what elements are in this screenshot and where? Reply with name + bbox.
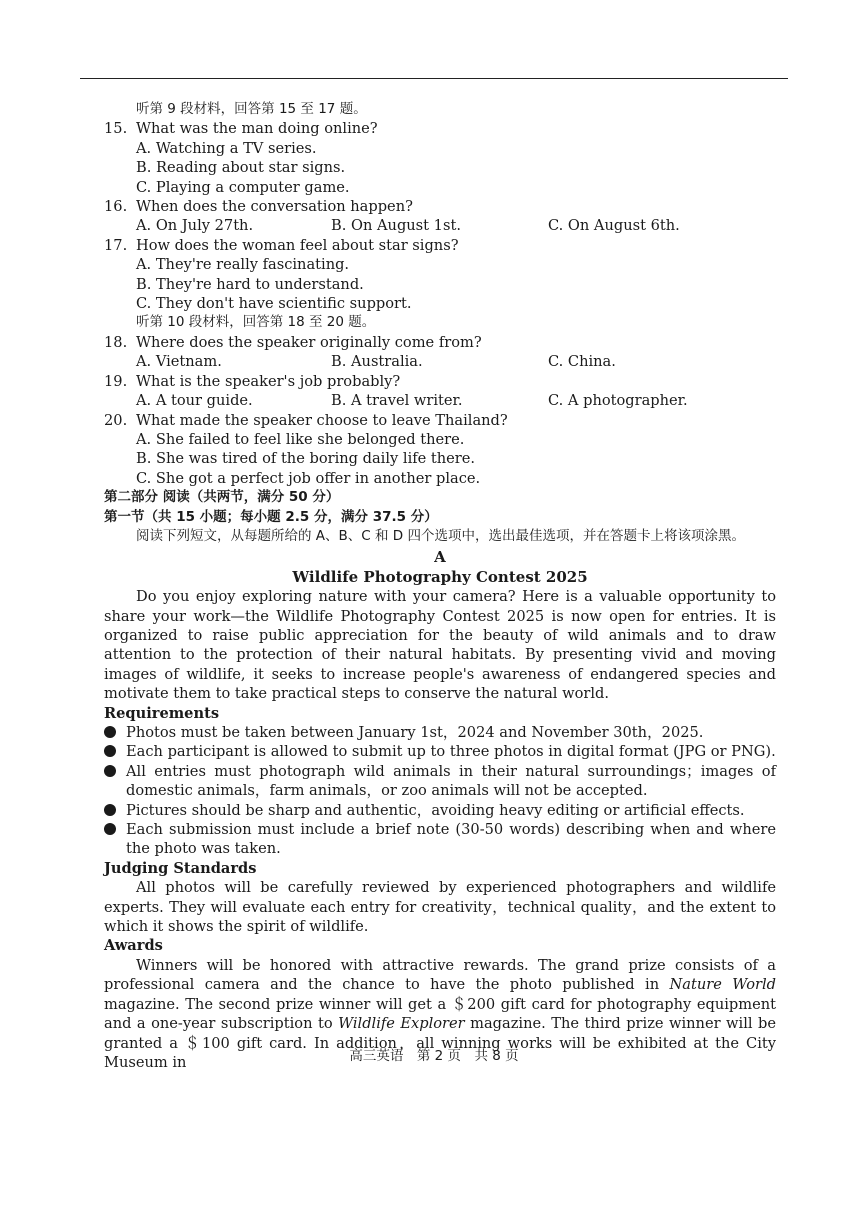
bullet-icon [104, 801, 126, 820]
answer-option: A. Watching a TV series. [136, 139, 317, 157]
passage-intro-paragraph: Do you enjoy exploring nature with your camera? Here is a valuable opportunity to share your work—the Wildlife Photography Contest 2025 is now open for entries. It is organized to raise public appreciation for the beauty of wild animals and to draw attention to the protection of their natural habitats. By presenting vivid and moving images of wildlife, it seeks to increase people's awareness of endangered species and motivate them to take practical steps to conserve the natural world. [104, 588, 776, 703]
question [104, 411, 776, 430]
requirement-item [104, 820, 776, 859]
magazine-wildlife-explorer: Wildlife Explorer [338, 1015, 465, 1033]
question-number: 17. [104, 236, 128, 254]
question-number: 19. [104, 372, 128, 390]
question-number: 20. [104, 411, 128, 429]
answer-option: B. Australia. [331, 353, 423, 371]
question-number: 18. [104, 333, 128, 351]
answer-option: B. On August 1st. [331, 217, 461, 235]
question-text: When does the conversation happen? [136, 198, 413, 216]
question [104, 119, 776, 138]
requirement-text: Photos must be taken between January 1st，2024 and November 30th，2025. [126, 724, 704, 741]
answer-option: A. They're really fascinating. [136, 256, 350, 274]
listening-intro-10: 听第 10 段材料，回答第 18 至 20 题。 [136, 314, 376, 331]
question-text: What was the man doing online? [136, 120, 378, 138]
awards-text-1: Winners will be honored with attractive rewards. The grand prize consists of a professional camera and the chance to have the photo published in [104, 956, 776, 994]
question [104, 333, 776, 352]
passage-letter: A [434, 548, 446, 567]
bullet-icon [104, 742, 126, 761]
listening-intro-9: 听第 9 段材料，回答第 15 至 17 题。 [136, 101, 367, 117]
magazine-nature-world: Nature World [669, 976, 776, 994]
section-one-title: 第一节（共 15 小题；每小题 2.5 分，满分 37.5 分） [104, 508, 438, 525]
requirement-text: Pictures should be sharp and authentic，avoiding heavy editing or artificial effects. [126, 801, 745, 819]
passage-title: Wildlife Photography Contest 2025 [292, 567, 588, 586]
answer-option: B. A travel writer. [331, 392, 463, 410]
question-number: 16. [104, 198, 128, 216]
requirement-text: Each participant is allowed to submit up to three photos in digital format (JPG or PNG). [126, 743, 776, 761]
part-two-title: 第二部分 阅读（共两节，满分 50 分） [104, 489, 340, 506]
answer-option: A. Vietnam. [136, 353, 222, 371]
page-content [104, 100, 776, 1072]
requirement-text: All entries must photograph wild animals in their natural surroundings；images of domestic animals，farm animals，or zoo animals will not be accepted. [126, 762, 776, 800]
awards-text-2: magazine. The second prize winner will get a ＄200 gift card for photography equipment and a one-year subscription to [104, 995, 776, 1033]
question-text: What made the speaker choose to leave Thailand? [136, 411, 508, 429]
requirement-item [104, 762, 776, 801]
answer-option: B. Reading about star signs. [136, 159, 346, 177]
requirement-item [104, 742, 776, 761]
answer-option: C. She got a perfect job offer in another place. [136, 469, 481, 487]
answer-option: C. On August 6th. [548, 217, 680, 235]
answer-option: B. She was tired of the boring daily life there. [136, 450, 476, 468]
bullet-icon [104, 820, 126, 859]
question [104, 236, 776, 255]
question-number: 15. [104, 120, 128, 138]
requirements-heading: Requirements [104, 704, 220, 722]
bullet-icon [104, 723, 126, 742]
answer-option: A. A tour guide. [136, 392, 253, 410]
requirements-list [104, 723, 776, 859]
requirement-text: Each submission must include a brief note (30-50 words) describing when and where the photo was taken. [126, 821, 776, 858]
bullet-icon [104, 762, 126, 801]
reading-instruction: 阅读下列短文，从每题所给的 A、B、C 和 D 四个选项中，选出最佳选项，并在答题卡上将该项涂黑。 [136, 527, 745, 544]
answer-option: C. They don't have scientific support. [136, 295, 412, 313]
judging-paragraph: All photos will be carefully reviewed by experienced photographers and wildlife experts. They will evaluate each entry for creativity，technical quality，and the extent to which it shows the spirit of wildlife. [104, 879, 776, 936]
option-row [104, 352, 776, 371]
question-text: Where does the speaker originally come from? [136, 333, 482, 351]
awards-text-3: magazine. The third prize winner will be granted a ＄100 gift card. In addition，all winning works will be exhibited at the City Museum in [104, 1015, 776, 1071]
requirement-item [104, 723, 776, 742]
question-text: How does the woman feel about star signs? [136, 236, 459, 254]
answer-option: C. China. [548, 353, 616, 371]
option-row [104, 391, 776, 410]
answer-option: B. They're hard to understand. [136, 275, 364, 293]
judging-heading: Judging Standards [104, 859, 257, 877]
option-row [104, 216, 776, 235]
question-group-10 [104, 333, 776, 488]
question [104, 197, 776, 216]
awards-heading: Awards [104, 937, 163, 955]
header-rule [80, 78, 788, 79]
answer-option: C. A photographer. [548, 392, 688, 410]
answer-option: A. On July 27th. [136, 217, 254, 235]
answer-option: C. Playing a computer game. [136, 178, 350, 196]
question-text: What is the speaker's job probably? [136, 372, 401, 390]
question [104, 372, 776, 391]
requirement-item [104, 801, 776, 820]
question-group-9 [104, 119, 776, 313]
page-footer: 高三英语 第 2 页 共 8 页 [349, 1048, 519, 1064]
answer-option: A. She failed to feel like she belonged there. [136, 430, 465, 448]
